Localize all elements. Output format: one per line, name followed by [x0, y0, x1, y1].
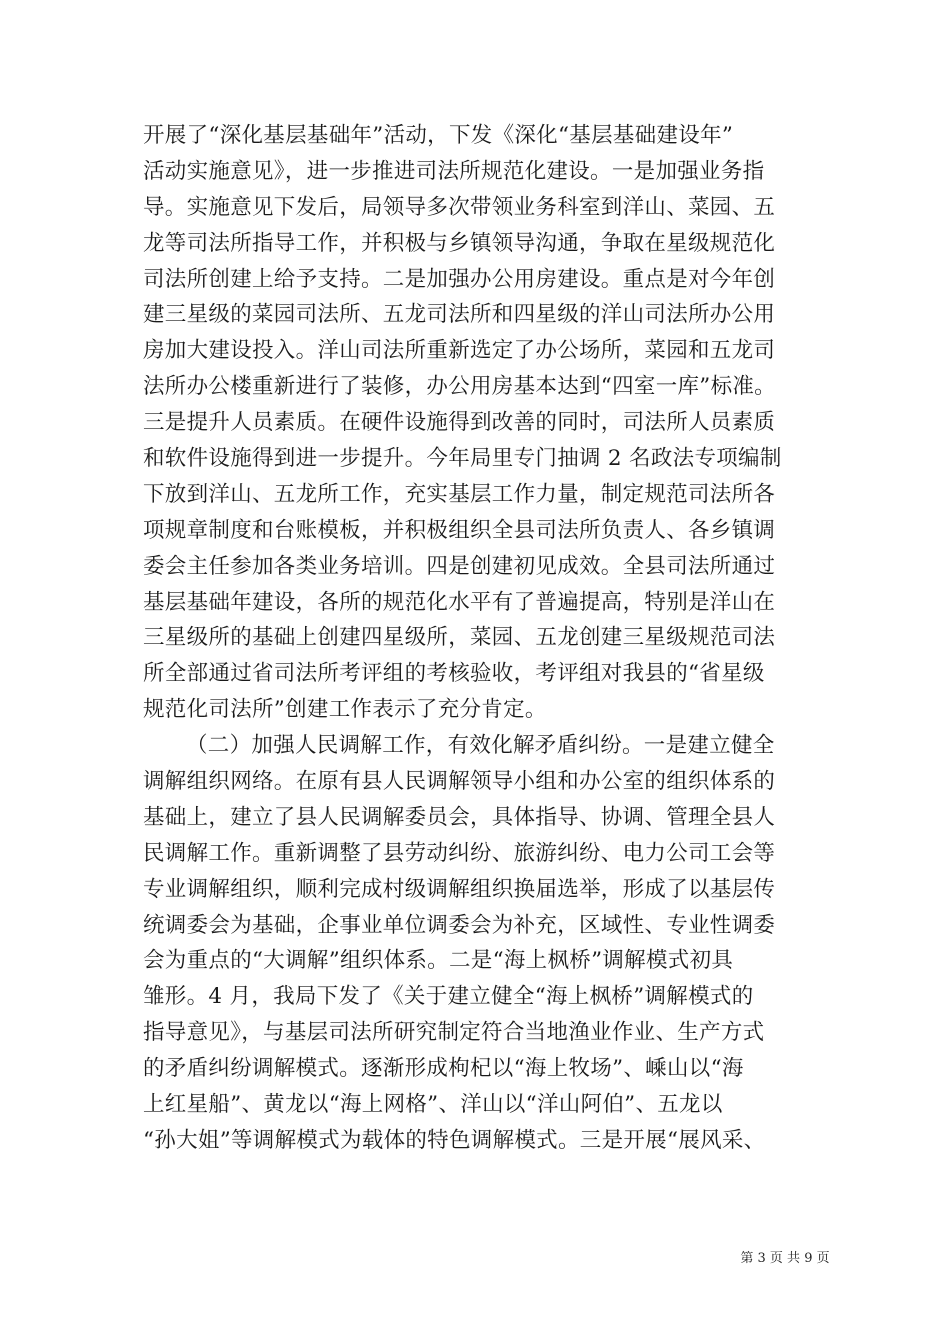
text-line: 的矛盾纠纷调解模式。逐渐形成枸杞以“海上牧场”、嵊山以“海	[143, 1056, 744, 1082]
text-line: 下放到洋山、五龙所工作，充实基层工作力量，制定规范司法所各	[143, 481, 776, 507]
text-line: 统调委会为基础，企事业单位调委会为补充，区域性、专业性调委	[143, 912, 776, 938]
text-line: 司法所创建上给予支持。二是加强办公用房建设。重点是对今年创	[143, 266, 776, 292]
text-line: 房加大建设投入。洋山司法所重新选定了办公场所，菜园和五龙司	[143, 338, 776, 364]
text-line: 龙等司法所指导工作，并积极与乡镇领导沟通，争取在星级规范化	[143, 230, 776, 256]
text-line: 和软件设施得到进一步提升。今年局里专门抽调 2 名政法专项编制	[143, 446, 782, 472]
text-line: 委会主任参加各类业务培训。四是创建初见成效。全县司法所通过	[143, 553, 776, 579]
text-line: 规范化司法所”创建工作表示了充分肯定。	[143, 697, 547, 723]
text-line: 开展了“深化基层基础年”活动，下发《深化“基层基础建设年”	[143, 123, 734, 148]
text-line: 雏形。4 月，我局下发了《关于建立健全“海上枫桥”调解模式的	[143, 984, 754, 1010]
page-number: 第 3 页 共 9 页	[740, 1251, 830, 1266]
text-line: 上红星船”、黄龙以“海上网格”、洋山以“洋山阿伯”、五龙以	[143, 1092, 723, 1118]
text-line: 基础上，建立了县人民调解委员会，具体指导、协调、管理全县人	[143, 804, 776, 830]
text-line: 会为重点的“大调解”组织体系。二是“海上枫桥”调解模式初具	[143, 948, 734, 974]
text-line: 民调解工作。重新调整了县劳动纠纷、旅游纠纷、电力公司工会等	[143, 840, 776, 866]
text-line: 法所办公楼重新进行了装修，办公用房基本达到“四室一库”标准。	[143, 374, 776, 400]
text-line: 三是提升人员素质。在硬件设施得到改善的同时，司法所人员素质	[143, 410, 776, 436]
text-line: 活动实施意见》，进一步推进司法所规范化建设。一是加强业务指	[143, 158, 765, 184]
text-line: 建三星级的菜园司法所、五龙司法所和四星级的洋山司法所办公用	[143, 302, 776, 328]
text-line: 导。实施意见下发后，局领导多次带领业务科室到洋山、菜园、五	[143, 194, 776, 220]
document-body	[143, 118, 823, 1159]
text-line: 基层基础年建设，各所的规范化水平有了普遍提高，特别是洋山在	[143, 589, 776, 615]
text-line: “孙大姐”等调解模式为载体的特色调解模式。三是开展“展风采、	[143, 1127, 766, 1153]
text-line: 所全部通过省司法所考评组的考核验收，考评组对我县的“省星级	[143, 661, 765, 687]
text-line: （二）加强人民调解工作，有效化解矛盾纠纷。一是建立健全	[186, 733, 775, 759]
text-line: 三星级所的基础上创建四星级所，菜园、五龙创建三星级规范司法	[143, 625, 776, 651]
text-line: 调解组织网络。在原有县人民调解领导小组和办公室的组织体系的	[143, 769, 776, 795]
text-line: 专业调解组织，顺利完成村级调解组织换届选举，形成了以基层传	[143, 876, 776, 902]
text-line: 指导意见》，与基层司法所研究制定符合当地渔业作业、生产方式	[143, 1020, 765, 1046]
text-line: 项规章制度和台账模板，并积极组织全县司法所负责人、各乡镇调	[143, 517, 776, 543]
